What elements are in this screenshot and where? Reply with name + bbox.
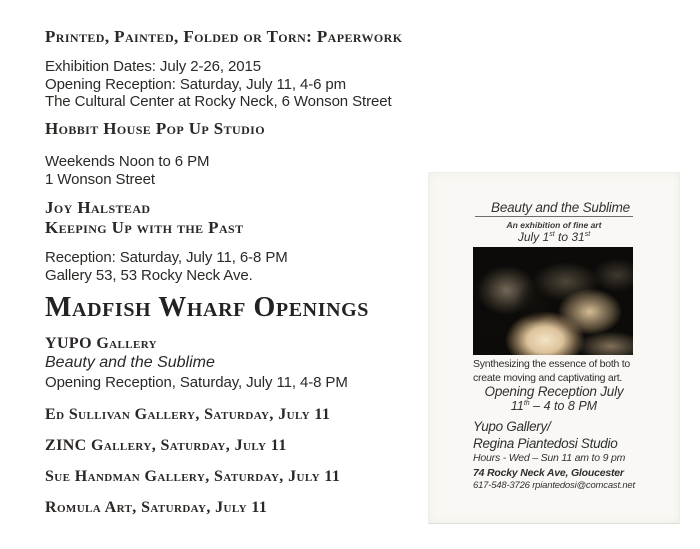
poster-blurb (473, 358, 643, 385)
madfish-wharf-heading: Madfish Wharf Openings (45, 292, 370, 323)
joy-reception: Reception: Saturday, July 11, 6-8 PM (45, 249, 288, 266)
joy-artist-name: Joy Halstead (45, 198, 151, 217)
gallery-listing-ed-sullivan: Ed Sullivan Gallery, Saturday, July 11 (45, 406, 331, 423)
poster-reception-day: 11 (510, 399, 524, 413)
poster-reception-line1: Opening Reception July (484, 384, 624, 399)
poster-title-row (429, 199, 679, 217)
paperwork-exhibition-details (45, 58, 392, 111)
poster-dates-part2: to 31 (554, 230, 585, 244)
yupo-show-title: Beauty and the Sublime (45, 354, 215, 371)
yupo-reception: Opening Reception, Saturday, July 11, 4-8 PM (45, 374, 348, 391)
poster-contact: 617-548-3726 rpiantedosi@comcast.net (473, 480, 635, 491)
poster-reception-day-sup: th (523, 399, 530, 407)
poster-blurb-line2: create moving and captivating art. (473, 371, 623, 384)
hobbit-house-title: Hobbit House Pop Up Studio (45, 119, 265, 138)
poster-address: 74 Rocky Neck Ave, Gloucester (473, 467, 624, 479)
joy-halstead-details (45, 249, 288, 284)
yupo-gallery-name: YUPO Gallery (45, 335, 158, 352)
poster-hours: Hours - Wed – Sun 11 am to 9 pm (473, 452, 626, 464)
poster-dates-sup1: st (549, 231, 555, 238)
poster-dates-part1: July 1 (517, 230, 550, 244)
poster-subtitle: An exhibition of fine art (506, 220, 602, 230)
hobbit-house-details (45, 153, 209, 188)
poster-reception-time: – 4 to 8 PM (529, 399, 598, 413)
gallery-listing-sue-handman: Sue Handman Gallery, Saturday, July 11 (45, 468, 341, 485)
paperwork-venue: The Cultural Center at Rocky Neck, 6 Wonson Street (45, 93, 392, 110)
gallery-listing-zinc: ZINC Gallery, Saturday, July 11 (45, 437, 287, 454)
paperwork-exhibition-title: Printed, Painted, Folded or Torn: Paperwork (45, 27, 403, 46)
hobbit-hours: Weekends Noon to 6 PM (45, 153, 210, 170)
poster-reception-line2 (429, 399, 679, 413)
poster-blurb-line1: Synthesizing the essence of both to (473, 358, 631, 370)
joy-venue: Gallery 53, 53 Rocky Neck Ave. (45, 266, 253, 284)
paperwork-dates: Exhibition Dates: July 2-26, 2015 (45, 58, 261, 75)
poster-dates (429, 230, 679, 244)
poster-gallery-line2: Regina Piantedosi Studio (473, 435, 618, 451)
poster-title: Beauty and the Sublime (475, 200, 633, 217)
joy-show-title: Keeping Up with the Past (45, 217, 244, 237)
poster-gallery-names (473, 419, 617, 452)
joy-halstead-heading (45, 198, 244, 237)
beauty-sublime-poster (428, 172, 680, 524)
poster-dates-sup2: st (584, 231, 591, 238)
paperwork-reception: Opening Reception: Saturday, July 11, 4-6 pm (45, 75, 347, 93)
gallery-listing-romula-art: Romula Art, Saturday, July 11 (45, 499, 268, 516)
hobbit-address: 1 Wonson Street (45, 170, 155, 188)
storm-clouds-photo (473, 247, 633, 355)
poster-gallery-line1: Yupo Gallery/ (473, 419, 551, 434)
